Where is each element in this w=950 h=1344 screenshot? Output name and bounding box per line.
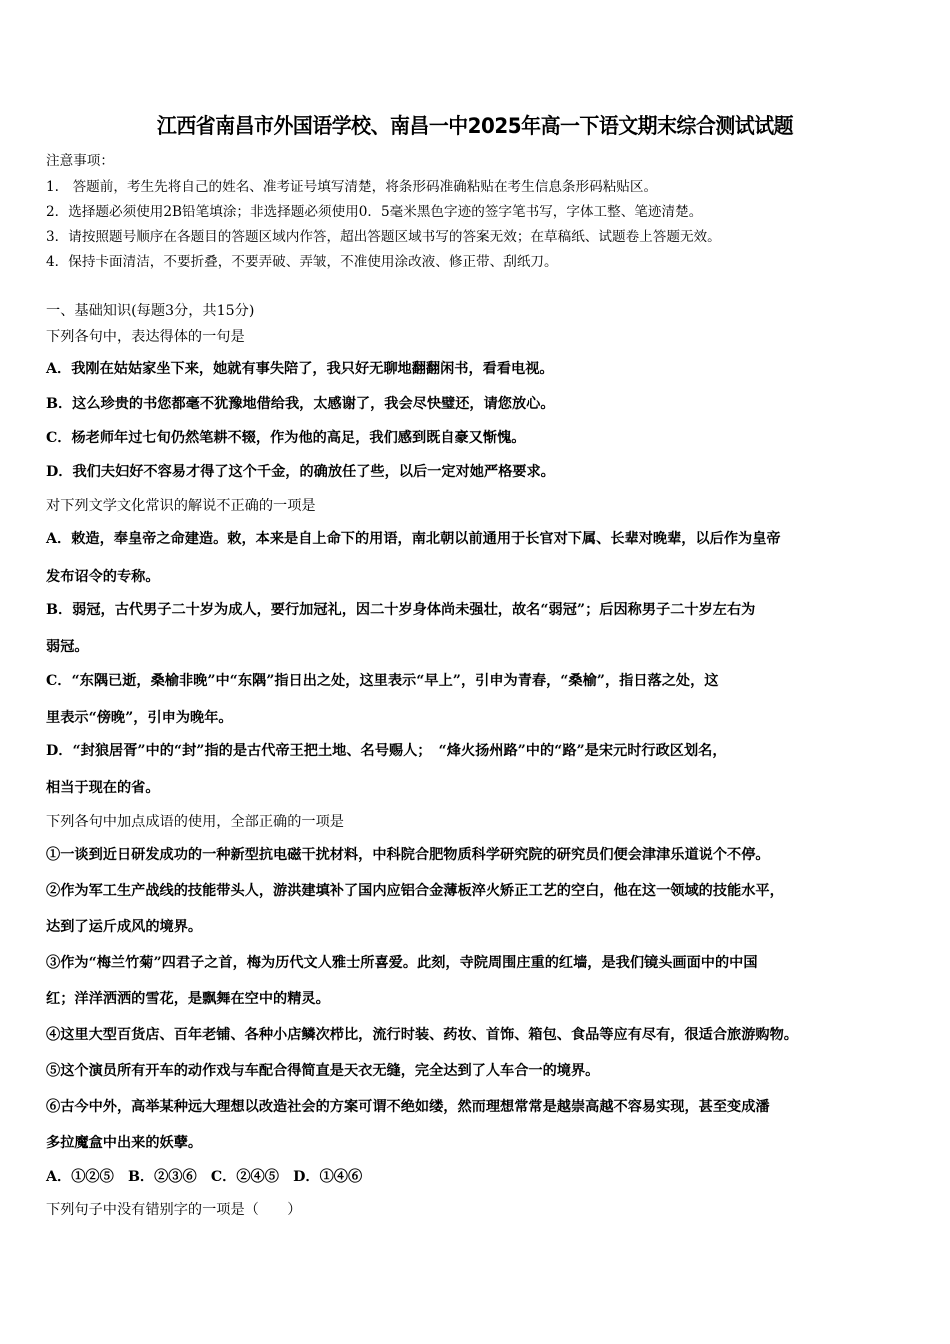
question-stem-1: 下列各句中，表达得体的一句是 [46, 329, 245, 345]
q3-item-5: ⑤这个演员所有开车的动作戏与车配合得简直是天衣无缝，完全达到了人车合一的境界。 [46, 1063, 600, 1079]
q1-option-a: A．我刚在姑姑家坐下来，她就有事失陪了，我只好无聊地翻翻闲书，看看电视。 [46, 361, 554, 377]
q3-item-6-cont: 多拉魔盒中出来的妖孽。 [46, 1135, 203, 1151]
q1-option-b: B．这么珍贵的书您都毫不犹豫地借给我，太感谢了，我会尽快璧还，请您放心。 [46, 396, 555, 412]
question-stem-4: 下列句子中没有错别字的一项是（ ） [46, 1202, 302, 1218]
notice-item: 4．保持卡面清洁，不要折叠，不要弄破、弄皱，不准使用涂改液、修正带、刮纸刀。 [46, 254, 558, 270]
question-stem-2: 对下列文学文化常识的解说不正确的一项是 [46, 498, 316, 514]
page-title: 江西省南昌市外国语学校、南昌一中2025年高一下语文期末综合测试试题 [156, 114, 794, 138]
q3-item-3-cont: 红；洋洋洒洒的雪花，是飘舞在空中的精灵。 [46, 991, 330, 1007]
q2-option-b: B．弱冠，古代男子二十岁为成人，要行加冠礼，因二十岁身体尚未强壮，故名“弱冠”；后因称男子二十岁左右为 [46, 602, 756, 618]
q2-option-c: C．“东隅已逝，桑榆非晚”中“东隅”指日出之处，这里表示“早上”，引申为青春，“桑榆”，指日落之处，这 [46, 673, 719, 689]
q2-option-c-cont: 里表示“傍晚”，引申为晚年。 [46, 710, 233, 726]
q3-item-1: ①一谈到近日研发成功的一种新型抗电磁干扰材料，中科院合肥物质科学研究院的研究员们便会津津乐道说个不停。 [46, 847, 770, 863]
q3-item-3: ③作为“梅兰竹菊”四君子之首，梅为历代文人雅士所喜爱。此刻，寺院周围庄重的红墙，是我们镜头画面中的中国 [46, 955, 758, 971]
question-stem-3: 下列各句中加点成语的使用，全部正确的一项是 [46, 814, 344, 830]
q2-option-a: A．敕造，奉皇帝之命建造。敕，本来是自上命下的用语，南北朝以前通用于长官对下属、长辈对晚辈，以后作为皇帝 [46, 531, 781, 547]
notice-heading: 注意事项： [46, 153, 114, 169]
notice-item: 2．选择题必须使用2B铅笔填涂；非选择题必须使用0．5毫米黑色字迹的签字笔书写，字体工整、笔迹清楚。 [46, 204, 703, 220]
q2-option-d: D．“封狼居胥”中的“封”指的是古代帝王把土地、名号赐人； “烽火扬州路”中的“路”是宋元时行政区划名， [46, 743, 727, 759]
q3-item-2-cont: 达到了运斤成风的境界。 [46, 919, 203, 935]
q2-option-d-cont: 相当于现在的省。 [46, 780, 160, 796]
notice-item: 1. 答题前，考生先将自己的姓名、准考证号填写清楚，将条形码准确粘贴在考生信息条形码粘贴区。 [46, 179, 658, 195]
q3-choices: A．①②⑤ B．②③⑥ C．②④⑤ D．①④⑥ [46, 1169, 363, 1185]
notice-item: 3．请按照题号顺序在各题目的答题区域内作答，超出答题区域书写的答案无效；在草稿纸、试题卷上答题无效。 [46, 229, 721, 245]
q3-item-6: ⑥古今中外，高举某种远大理想以改造社会的方案可谓不绝如缕，然而理想常常是越崇高越不容易实现，甚至变成潘 [46, 1099, 770, 1115]
section-heading: 一、基础知识(每题3分，共15分) [46, 303, 255, 319]
q1-option-d: D．我们夫妇好不容易才得了这个千金，的确放任了些，以后一定对她严格要求。 [46, 464, 555, 480]
q3-item-2: ②作为军工生产战线的技能带头人，游洪建填补了国内应铝合金薄板淬火矫正工艺的空白，他在这一领域的技能水平， [46, 883, 784, 899]
q2-option-b-cont: 弱冠。 [46, 639, 89, 655]
q3-item-4: ④这里大型百货店、百年老铺、各种小店鳞次栉比，流行时装、药妆、首饰、箱包、食品等应有尽有，很适合旅游购物。 [46, 1027, 798, 1043]
q2-option-a-cont: 发布诏令的专称。 [46, 569, 160, 585]
q1-option-c: C．杨老师年过七旬仍然笔耕不辍，作为他的高足，我们感到既自豪又惭愧。 [46, 430, 526, 446]
